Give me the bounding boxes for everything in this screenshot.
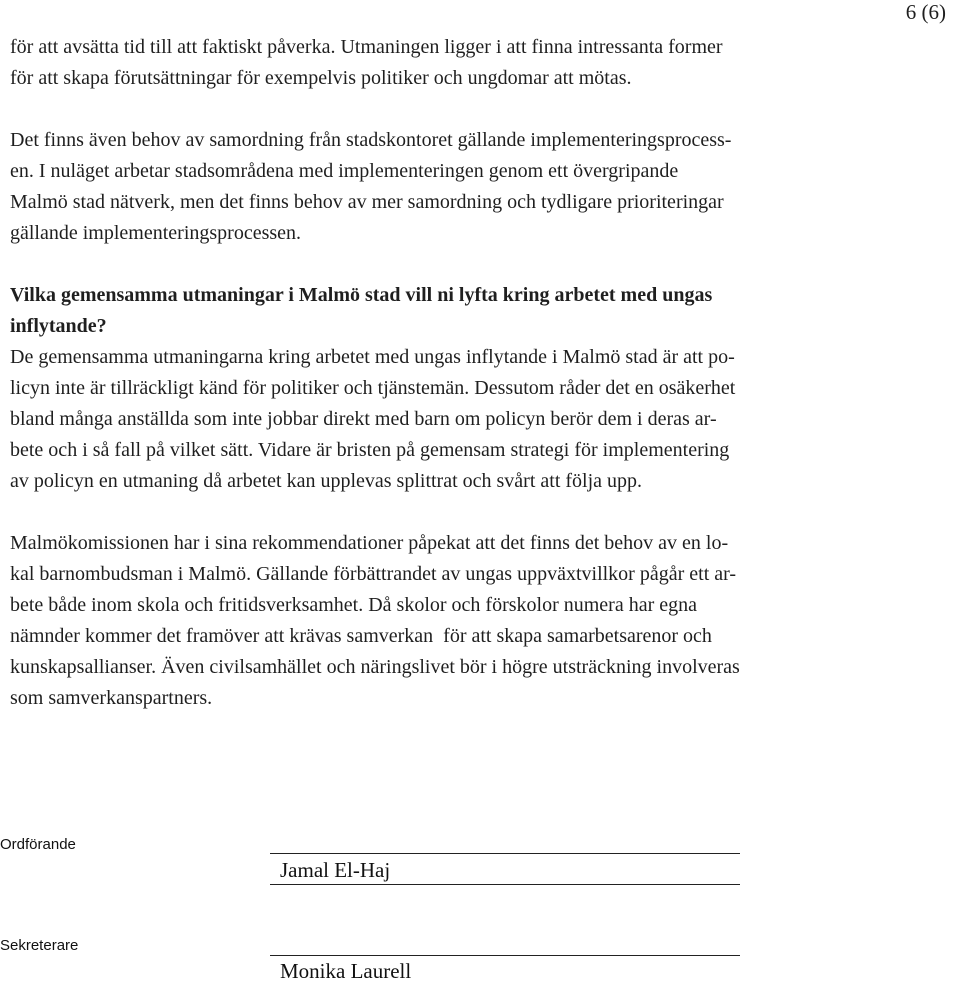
body-text <box>10 32 872 714</box>
chair-label: Ordförande <box>0 836 76 853</box>
text-line: som samverkanspartners. <box>10 687 213 709</box>
text-line: för att avsätta tid till att faktiskt påverka. Utmaningen ligger i att finna intressanta former <box>10 36 723 58</box>
paragraph-challenges <box>10 280 872 497</box>
text-line: De gemensamma utmaningarna kring arbetet med ungas inflytande i Malmö stad är att po- <box>10 346 735 368</box>
paragraph-commission <box>10 528 872 714</box>
text-line: licyn inte är tillräckligt känd för politiker och tjänstemän. Dessutom råder det en osäkerhet <box>10 377 736 399</box>
text-line: nämnder kommer det framöver att krävas samverkan för att skapa samarbetsarenor och <box>10 625 712 647</box>
text-line: Det finns även behov av samordning från stadskontoret gällande implementeringsprocess- <box>10 129 732 151</box>
text-line: för att skapa förutsättningar för exempelvis politiker och ungdomar att mötas. <box>10 67 632 89</box>
paragraph-time <box>10 32 872 94</box>
text-line: bete och i så fall på vilket sätt. Vidare är bristen på gemensam strategi för implementering <box>10 439 730 461</box>
paragraph-coordination <box>10 125 872 249</box>
chair-name: Jamal El-Haj <box>280 858 391 882</box>
text-line: bland många anställda som inte jobbar direkt med barn om policyn berör dem i deras ar- <box>10 408 717 430</box>
secretary-label: Sekreterare <box>0 937 79 954</box>
section-heading: inflytande? <box>10 315 107 337</box>
text-line: gällande implementeringsprocessen. <box>10 222 302 244</box>
page-number: 6 (6) <box>905 0 946 24</box>
text-line: en. I nuläget arbetar stadsområdena med implementeringen genom ett övergripande <box>10 160 679 182</box>
secretary-name: Monika Laurell <box>280 959 412 983</box>
text-line: Malmökomissionen har i sina rekommendationer påpekat att det finns det behov av en lo- <box>10 532 729 554</box>
text-line: Malmö stad nätverk, men det finns behov av mer samordning och tydligare prioriteringar <box>10 191 724 213</box>
signature-line <box>270 853 740 854</box>
text-line: bete både inom skola och fritidsverksamhet. Då skolor och förskolor numera har egna <box>10 594 698 616</box>
section-heading: Vilka gemensamma utmaningar i Malmö stad vill ni lyfta kring arbetet med ungas <box>10 284 713 306</box>
text-line: kal barnombudsman i Malmö. Gällande förbättrandet av ungas uppväxtvillkor pågår ett ar- <box>10 563 737 585</box>
text-line: kunskapsallianser. Även civilsamhället och näringslivet bör i högre utsträckning involveras <box>10 656 740 678</box>
signature-line <box>270 955 740 956</box>
text-line: av policyn en utmaning då arbetet kan upplevas splittrat och svårt att följa upp. <box>10 470 643 492</box>
name-underline <box>270 884 740 885</box>
